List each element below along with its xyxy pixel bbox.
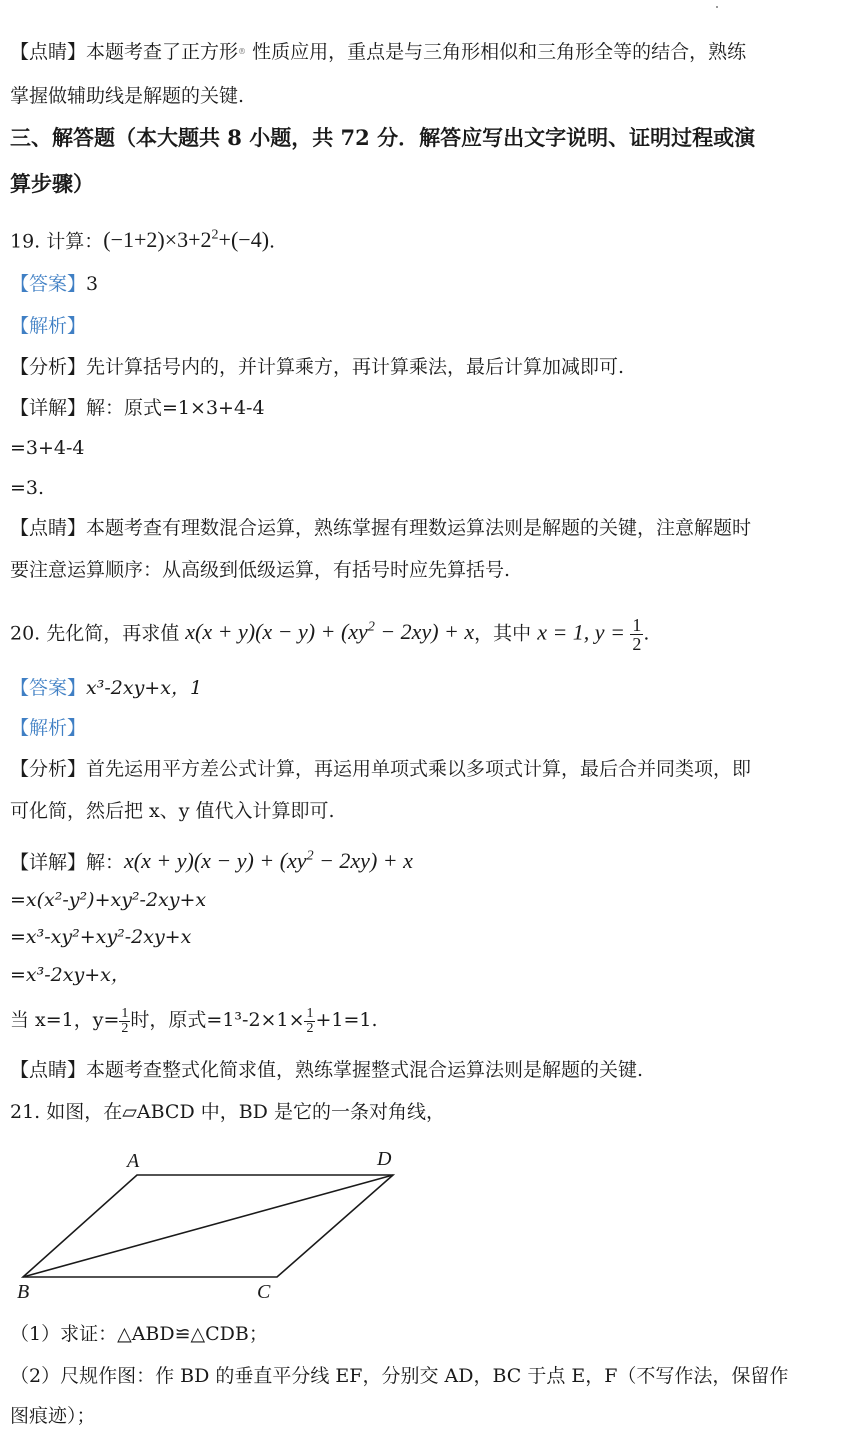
- q19-fenxi: 【分析】先计算括号内的，并计算乘方，再计算乘法，最后计算加减即可.: [10, 356, 625, 378]
- q19-expression: $(-1+2)\times 3+2^2+(-4)$: [103, 227, 270, 253]
- vertex-label-d: D: [377, 1148, 392, 1170]
- q20-jiexi: 【解析】: [10, 717, 87, 739]
- vertex-label-a: A: [127, 1150, 140, 1172]
- q19-step: =3+4-4: [10, 437, 85, 459]
- q20-number: 20. 先化简，再求值: [10, 622, 186, 645]
- q20-fenxi: 【分析】首先运用平方差公式计算，再运用单项式乘以多项式计算，最后合并同类项，即: [10, 758, 752, 780]
- q20-step: =x³-2xy+x，: [10, 964, 130, 986]
- q19-step: =3.: [10, 477, 45, 499]
- section-heading-cont: 算步骤）: [10, 171, 94, 196]
- q20-substitution: 当 x=1，y= $\frac{1}{2}$ 时，原式=1³-2×1× $\frac{1}{2}$ +1=1.: [10, 1005, 378, 1036]
- answer-tag: 【答案】: [10, 273, 87, 295]
- fraction-half: $\frac{1}{2}$: [306, 1005, 314, 1036]
- q20-answer: [10, 674, 202, 702]
- q19-dianjing: 【点睛】本题考查有理数混合运算，熟练掌握有理数运算法则是解题的关键，注意解题时: [10, 517, 752, 539]
- q20-expression-repeat: $x(x + y)(x - y) + (xy^2 - 2xy) + x$: [124, 848, 413, 874]
- q20-expression: $x(x + y)(x - y) + (xy^2 - 2xy) + x$: [185, 619, 475, 645]
- answer-value: 3: [86, 273, 99, 295]
- vertex-label-c: C: [257, 1281, 271, 1303]
- q20-condition: x = 1, y =: [537, 619, 631, 645]
- q20-xiangjie: 【详解】解：$x(x + y)(x - y) + (xy^2 - 2xy) + x$: [10, 848, 413, 874]
- fraction-half: $\frac{1}{2}$: [121, 1005, 129, 1036]
- q19-question: 19. 计算：$(-1+2)\times 3+2^2+(-4)$.: [10, 227, 276, 253]
- q21-question: 21. 如图，在▱ABCD 中，BD 是它的一条对角线，: [10, 1101, 445, 1123]
- q19-jiexi: 【解析】: [10, 315, 87, 337]
- dianjing-line-1: [10, 38, 746, 66]
- q19-dianjing-cont: 要注意运算顺序：从高级到低级运算，有括号时应先算括号.: [10, 559, 511, 581]
- section-heading: 三、解答题（本大题共 8 小题，共 72 分．解答应写出文字说明、证明过程或演: [10, 125, 756, 150]
- q19-number: 19. 计算：: [10, 230, 104, 253]
- dianjing-line-2: 掌握做辅助线是解题的关键.: [10, 85, 245, 107]
- q20-dianjing: 【点睛】本题考查整式化简求值，熟练掌握整式混合运算法则是解题的关键.: [10, 1059, 644, 1081]
- page-speck: [716, 6, 718, 8]
- fraction-half: $\frac{1}{2}$: [632, 614, 642, 654]
- q19-answer: [10, 270, 98, 298]
- q20-step: =x³-xy²+xy²-2xy+x: [10, 926, 192, 948]
- q21-part2-cont: 图痕迹）；: [10, 1405, 96, 1427]
- q20-question: 20. 先化简，再求值 $x(x + y)(x - y) + (xy^2 - 2xy) + x$，其中 x = 1, y = $\frac{1}{2}$ .: [10, 614, 650, 654]
- dianjing-text: 本题考查了正方形: [86, 41, 239, 63]
- dianjing-tag: 【点睛】: [10, 41, 87, 63]
- q20-fenxi-cont: 可化简，然后把 x、y 值代入计算即可.: [10, 800, 335, 822]
- q19-xiangjie: 【详解】解：原式=1×3+4-4: [10, 397, 265, 419]
- dianjing-text-2: 性质应用，重点是与三角形相似和三角形全等的结合，熟练: [246, 41, 747, 63]
- q20-step: =x(x²-y²)+xy²-2xy+x: [10, 889, 207, 911]
- q21-part2: （2）尺规作图：作 BD 的垂直平分线 EF，分别交 AD，BC 于点 E，F（不写作法，保留作: [10, 1365, 789, 1387]
- answer-tag: 【答案】: [10, 677, 87, 699]
- diagonal-bd: [23, 1175, 393, 1277]
- registered-mark: ®: [238, 47, 247, 56]
- answer-value: x³-2xy+x，1: [86, 677, 203, 699]
- vertex-label-b: B: [17, 1281, 30, 1303]
- q21-part1: （1）求证：△ABD≌△CDB；: [10, 1323, 268, 1345]
- parallelogram-figure: [15, 1140, 415, 1305]
